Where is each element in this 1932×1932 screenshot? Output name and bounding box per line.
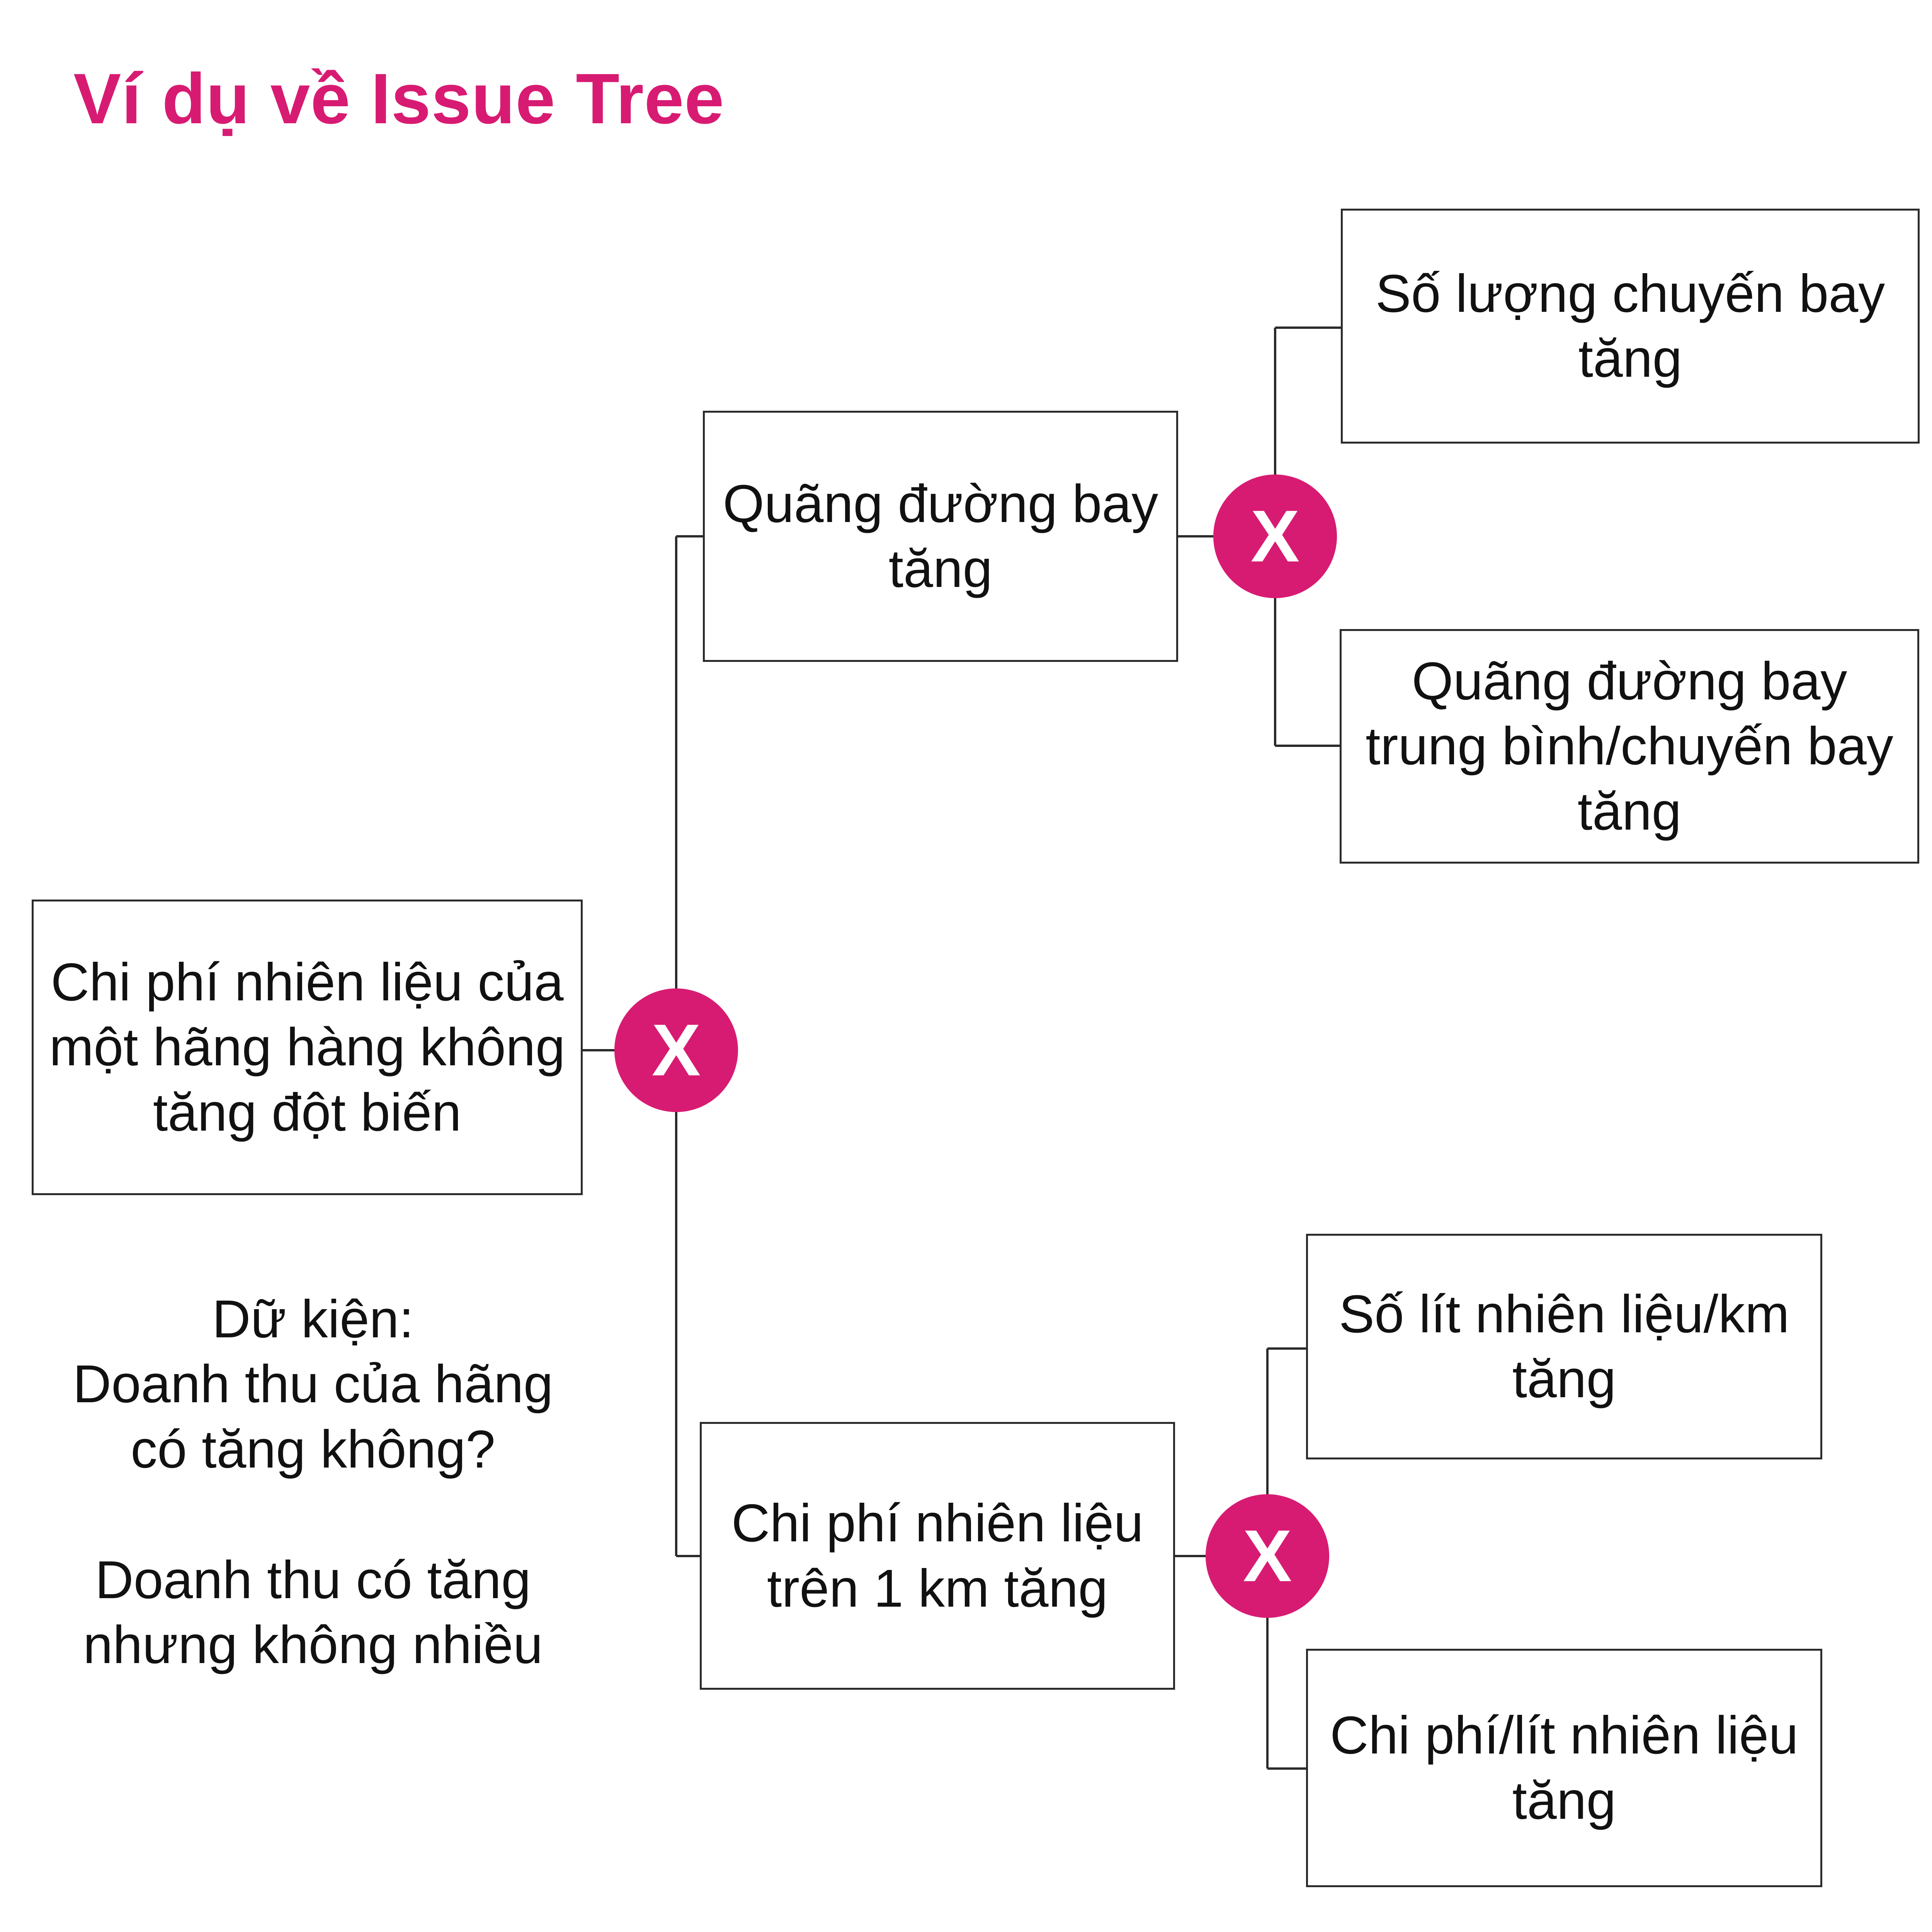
leaf-avg-distance-text: Quãng đường bay trung bình/chuyến bay tăng — [1366, 651, 1893, 841]
branch-cost-per-km-box — [700, 1422, 1175, 1690]
leaf-liters-per-km-text: Số lít nhiên liệu/km tăng — [1339, 1284, 1789, 1409]
facts-question: Doanh thu của hãng có tăng không? — [73, 1354, 553, 1479]
leaf-cost-per-liter-box — [1306, 1649, 1822, 1887]
leaf-liters-per-km-box — [1306, 1234, 1822, 1459]
facts-note — [23, 1287, 603, 1678]
branch-distance-text: Quãng đường bay tăng — [723, 474, 1158, 599]
leaf-flight-count-box — [1341, 209, 1920, 444]
root-multiply-operator: X — [614, 988, 738, 1112]
page-title: Ví dụ về Issue Tree — [73, 59, 724, 139]
leaf-flight-count-text: Số lượng chuyến bay tăng — [1375, 264, 1885, 388]
leaf-avg-distance-box — [1340, 629, 1919, 864]
cost-per-km-multiply-operator: X — [1206, 1494, 1329, 1618]
leaf-cost-per-liter-text: Chi phí/lít nhiên liệu tăng — [1330, 1706, 1799, 1830]
branch-cost-per-km-text: Chi phí nhiên liệu trên 1 km tăng — [731, 1493, 1144, 1618]
root-issue-text: Chi phí nhiên liệu của một hãng hàng không tăng đột biến — [49, 952, 565, 1142]
root-issue-box — [32, 900, 583, 1195]
facts-spacer — [23, 1482, 603, 1548]
distance-multiply-operator: X — [1213, 474, 1337, 598]
branch-distance-box — [703, 411, 1178, 662]
facts-answer: Doanh thu có tăng nhưng không nhiều — [83, 1550, 543, 1675]
facts-heading: Dữ kiện: — [212, 1289, 414, 1349]
